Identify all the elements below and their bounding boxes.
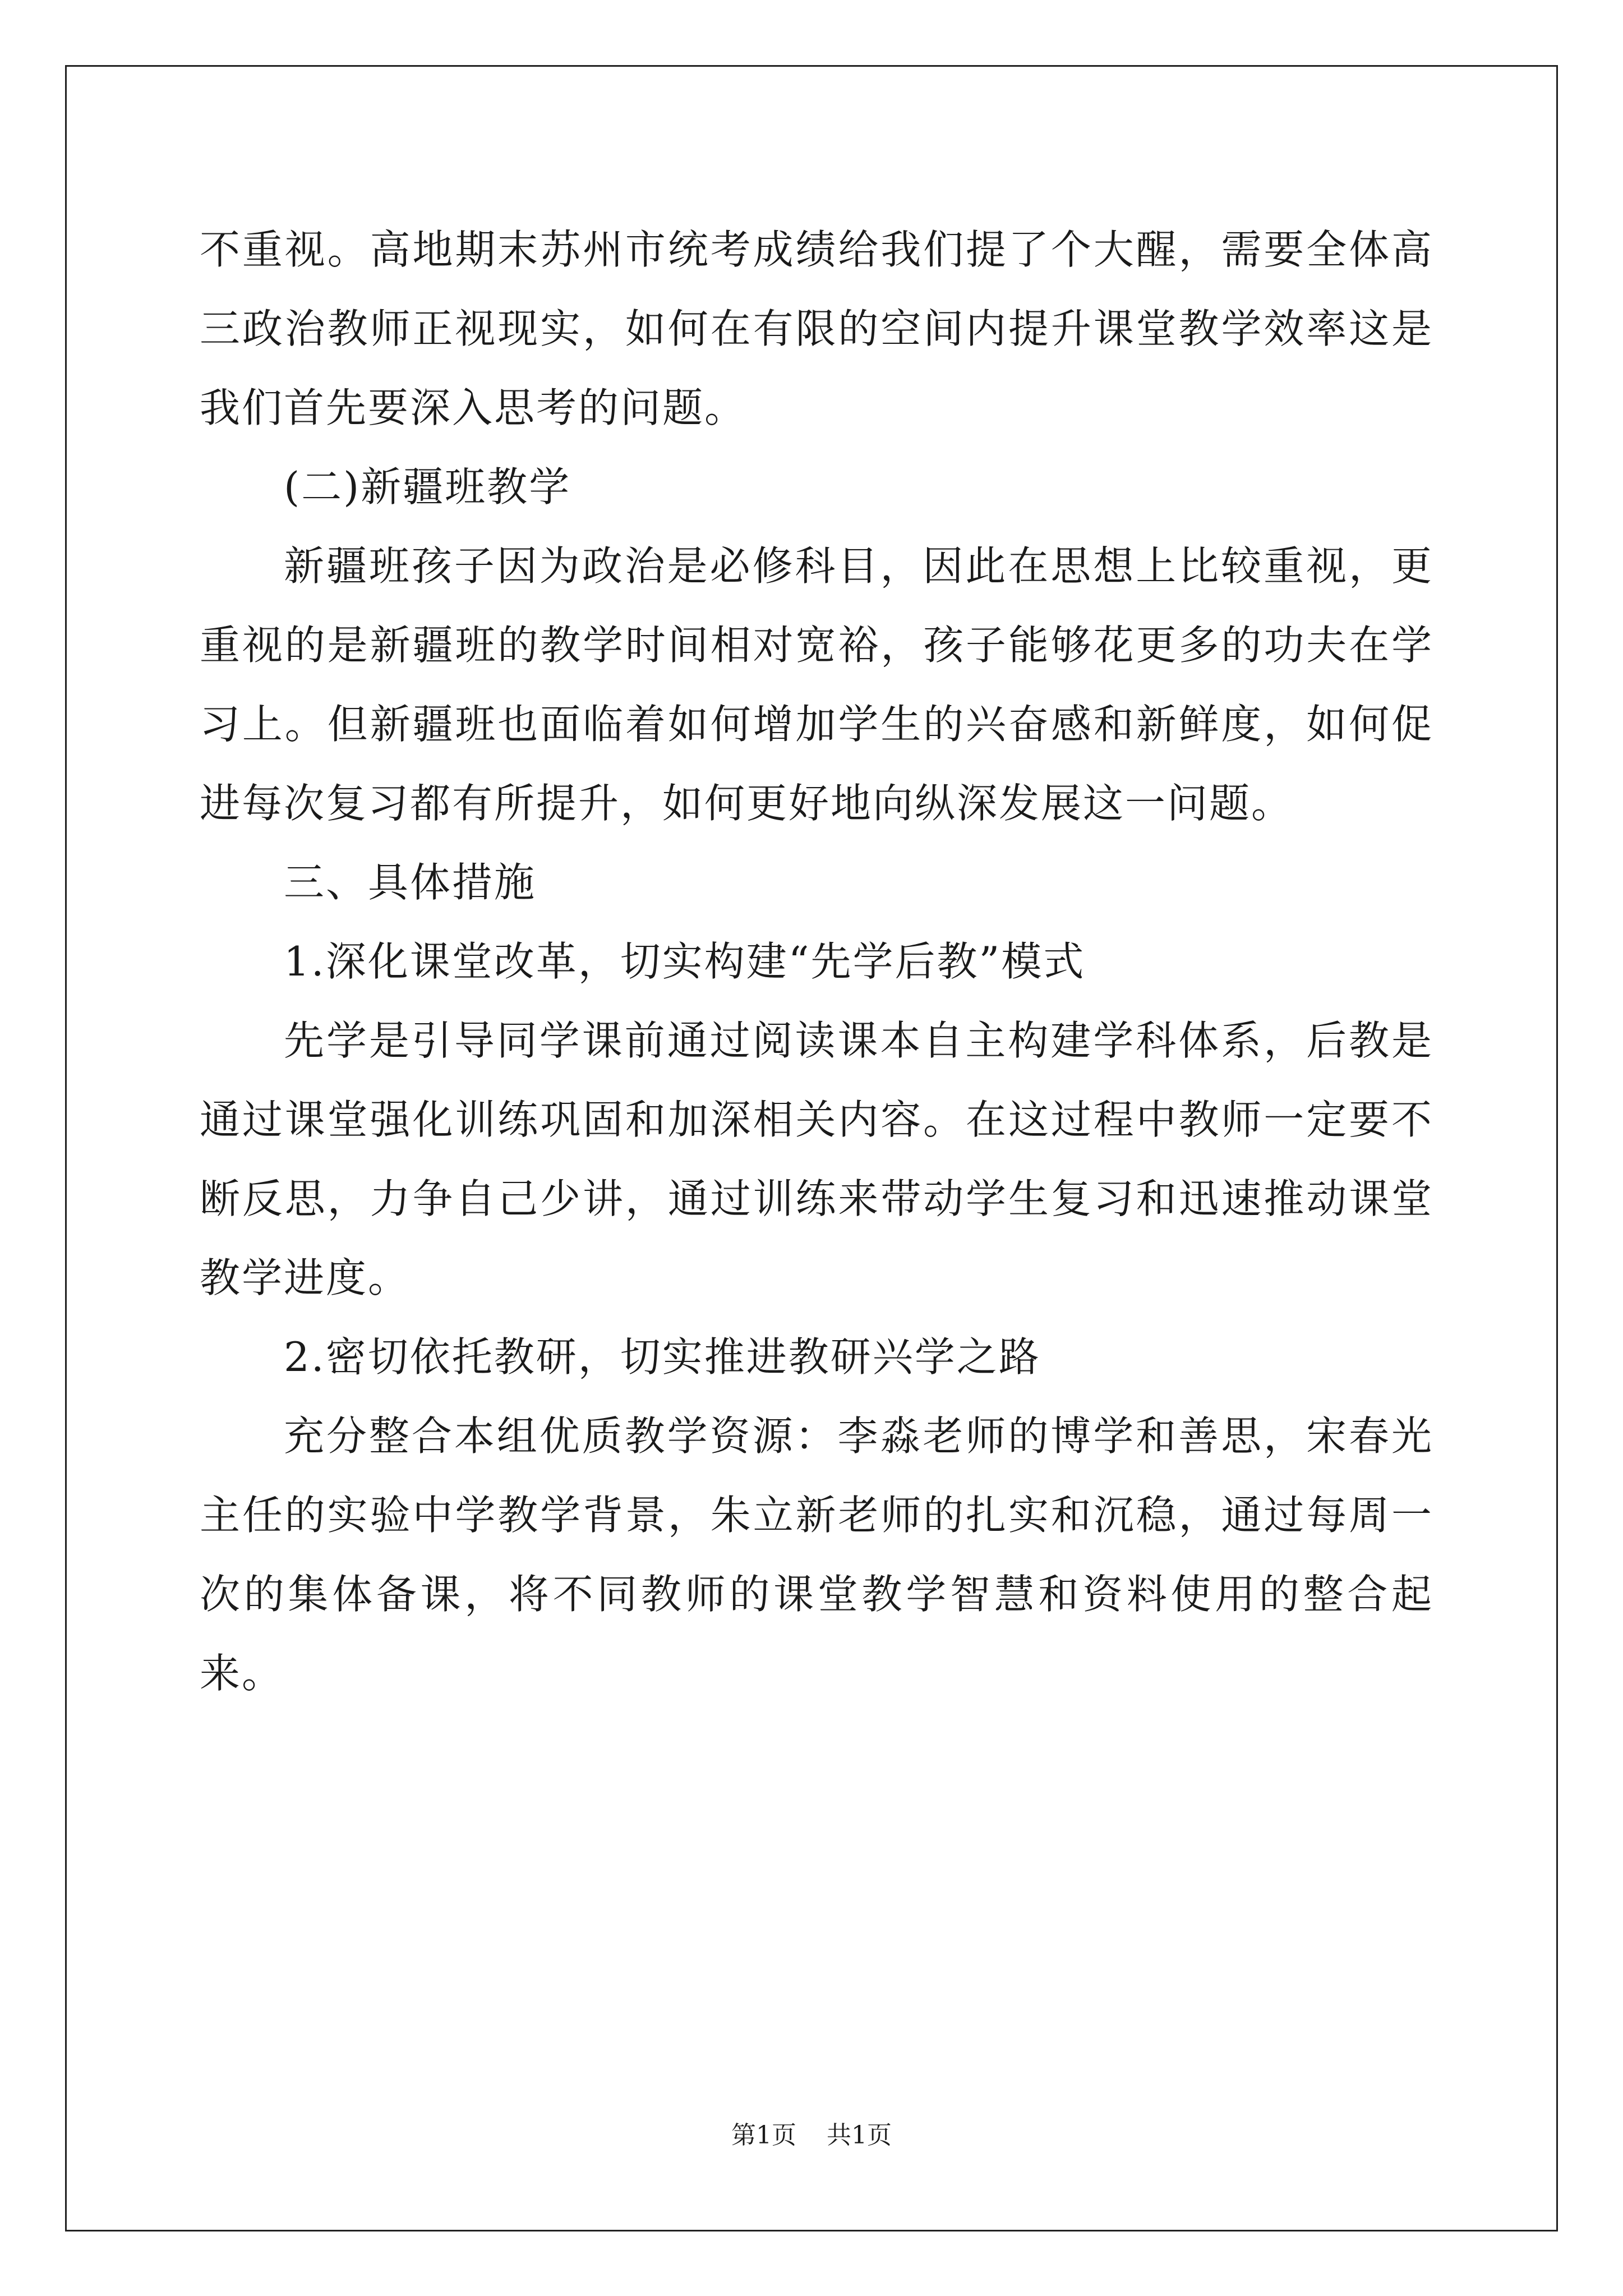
page-footer xyxy=(0,2115,1623,2151)
page-number: 第1页 xyxy=(731,2121,796,2150)
subheading-measure-2: 2.密切依托教研，切实推进教研兴学之路 xyxy=(284,1333,1041,1381)
paragraph-xinjiang-class: 新疆班孩子因为政治是必修科目，因此在思想上比较重视，更重视的是新疆班的教学时间相对宽裕，孩子能够花更多的功夫在学习上。但新疆班也面临着如何增加学生的兴奋感和新鲜度，如何促进每次复习都有所提升，如何更好地向纵深发展这一问题。 xyxy=(200,542,1433,827)
document-body xyxy=(200,210,1433,1713)
section-heading-xinjiang-class: (二)新疆班教学 xyxy=(284,463,571,510)
subheading-measure-1: 1.深化课堂改革，切实构建“先学后教”模式 xyxy=(284,938,1086,985)
paragraph-1: 不重视。高地期末苏州市统考成绩给我们提了个大醒，需要全体高三政治教师正视现实，如何在有限的空间内提升课堂教学效率这是我们首先要深入思考的问题。 xyxy=(200,226,1433,431)
page-total: 共1页 xyxy=(827,2121,892,2150)
paragraph-measure-1: 先学是引导同学课前通过阅读课本自主构建学科体系，后教是通过课堂强化训练巩固和加深相关内容。在这过程中教师一定要不断反思，力争自己少讲，通过训练来带动学生复习和迅速推动课堂教学进度。 xyxy=(200,1017,1433,1301)
section-heading-measures: 三、具体措施 xyxy=(284,859,537,906)
paragraph-measure-2: 充分整合本组优质教学资源：李淼老师的博学和善思，宋春光主任的实验中学教学背景，朱立新老师的扎实和沉稳，通过每周一次的集体备课，将不同教师的课堂教学智慧和资料使用的整合起来。 xyxy=(200,1412,1433,1697)
